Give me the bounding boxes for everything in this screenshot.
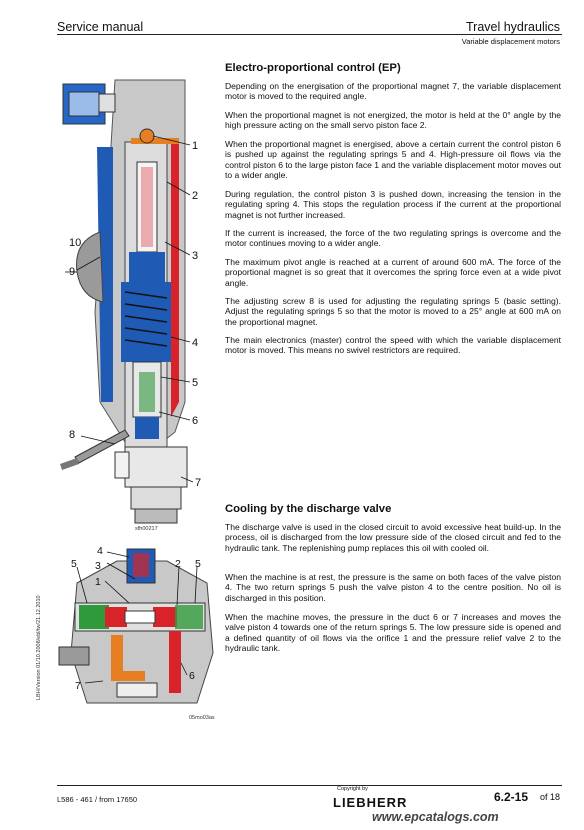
fig2-callout-6: 6 [189,670,195,682]
ep-paragraph-7: The adjusting screw 8 is used for adjusting the regulating springs 5 (basic setting). Adjust the regulating springs 5 so that the motor is moved to a 25° angle at 600 mA on the proportional magnet. [225,296,561,327]
ep-paragraph-4: During regulation, the control piston 3 is pushed down, increasing the tension in the regulating spring 4. This stops the regulation process if the current at the proportional magnet is not further increased. [225,189,561,220]
ep-paragraph-8: The main electronics (master) control the speed with which the variable displacement motor is moved. This means no swivel restrictors are required. [225,335,561,356]
ep-control-diagram [55,72,225,532]
header-section: Travel hydraulics [465,20,560,34]
callout-3: 3 [192,250,199,262]
ep-paragraph-3: When the proportional magnet is energised, above a certain current the control piston 6 is pushed up against the regulating springs 5 and 4. High-pressure oil flows via the control piston 6 to the large piston face 1 and the variable displacement motor moves out to a wider angle. [225,139,561,181]
fig2-callout-5-right: 5 [195,558,201,570]
callout-8: 8 [69,429,76,441]
discharge-valve-diagram [57,543,223,723]
watermark-link[interactable]: www.epcatalogs.com [372,810,499,824]
fig2-callout-3: 4 [97,545,103,557]
callout-2: 2 [192,190,199,202]
callout-7: 7 [195,477,202,489]
page-total: of 18 [540,792,561,802]
section-title-ep: Electro-proportional control (EP) [225,62,401,74]
callout-6: 6 [192,415,199,427]
ep-paragraph-5: If the current is increased, the force of the two regulating springs is overcome and the motor continues moving to a wider angle. [225,228,561,249]
header-divider [57,34,562,35]
callout-10: 10 [69,237,82,249]
footer-divider [57,785,562,786]
section-title-cooling: Cooling by the discharge valve [225,503,392,515]
cooling-paragraph-1: The discharge valve is used in the closed circuit to avoid excessive heat build-up. In the process, oil is discharged from the low pressure side of the closed circuit and fed to the hydraulic tank. The replenishing pump replaces this oil with cooled oil. [225,522,561,553]
fig2-callout-2: 3 [95,560,101,572]
callout-4: 4 [192,337,199,349]
fig2-callout-7: 7 [75,680,81,692]
version-side-text: LBH/Version 01/10.2008/ebl/tw/21.12.2010 [36,595,42,700]
figure2-code: 05mo03as [189,715,215,721]
ep-paragraph-1: Depending on the energisation of the proportional magnet 7, the variable displacement motor is moved to the required angle. [225,81,561,102]
footer-model: L586 - 461 / from 17650 [57,795,138,804]
ep-paragraph-2: When the proportional magnet is not energized, the motor is held at the 0° angle by the high pressure acting on the small servo piston face 2. [225,110,561,131]
cooling-paragraph-3: When the machine moves, the pressure in the duct 6 or 7 increases and moves the valve piston 4 towards one of the return springs 5. The low pressure side is opened and a defined quantity of oil flows via the orifice 1 and the pressure relief valve 2 to the hydraulic tank. [225,612,561,654]
page-number: 6.2-15 [494,790,529,804]
callout-9: 9 [69,266,76,278]
fig2-callout-4: 2 [175,558,181,570]
header-title: Service manual [57,20,144,34]
cooling-paragraph-2: When the machine is at rest, the pressure is the same on both faces of the valve piston 4. The two return springs 5 push the valve piston 4 to the centre position. No oil is discharged in this position. [225,572,561,603]
fig2-callout-1: 1 [95,576,101,588]
header-subsection: Variable displacement motors [461,37,560,46]
fig2-callout-5-left: 5 [71,558,77,570]
ep-paragraph-6: The maximum pivot angle is reached at a current of around 600 mA. The force of the proportional magnet is so great that it overcomes the spring force even at a wide pivot angle. [225,257,561,288]
callout-5: 5 [192,377,199,389]
liebherr-logo: LIEBHERR [333,795,408,810]
callout-1: 1 [192,140,199,152]
figure-code: sfh00217 [135,526,158,532]
footer-copyright: Copyright by [337,786,368,792]
